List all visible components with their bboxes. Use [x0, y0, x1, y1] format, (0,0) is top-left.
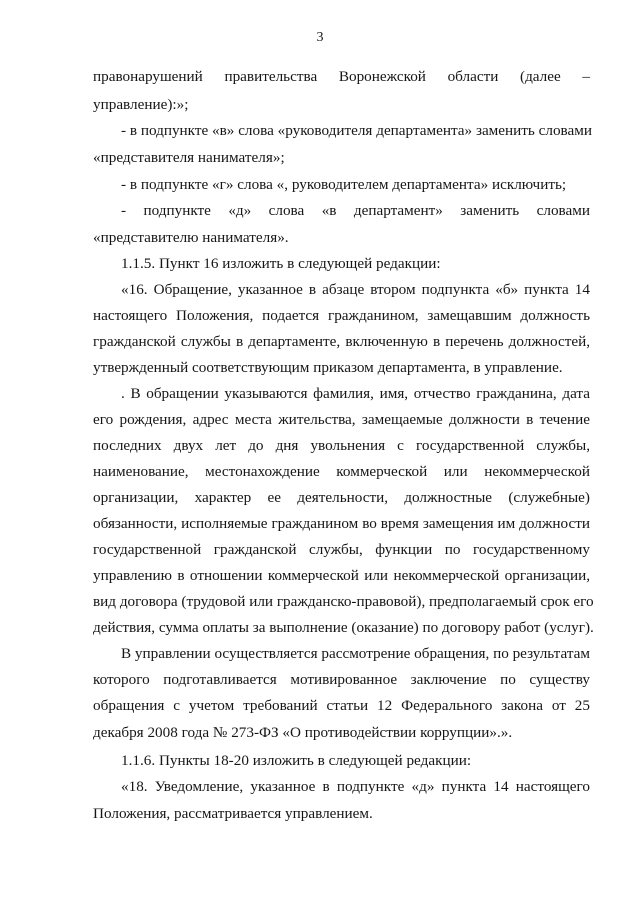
text-line: . В обращении указываются фамилия, имя, отчество гражданина, дата [121, 385, 590, 402]
text-line: декабря 2008 года № 273-ФЗ «О противодействии коррупции».». [93, 724, 513, 741]
text-line: управление):»; [93, 96, 189, 113]
text-line: 1.1.6. Пункты 18-20 изложить в следующей редакции: [121, 752, 472, 769]
text-line: - подпункте «д» слова «в департамент» заменить словами [121, 202, 590, 219]
text-line: последних двух лет до дня увольнения с государственной службы, [93, 437, 590, 454]
text-line: Положения, рассматривается управлением. [93, 805, 373, 822]
text-line: его рождения, адрес места жительства, замещаемые должности в течение [93, 411, 590, 428]
text-line: организации, характер ее деятельности, должностные (служебные) [93, 489, 590, 506]
text-line: «16. Обращение, указанное в абзаце втором подпункта «б» пункта 14 [121, 281, 590, 298]
text-line: - в подпункте «в» слова «руководителя департамента» заменить словами [121, 122, 593, 139]
text-line: наименование, местонахождение коммерческой или некоммерческой [93, 463, 590, 480]
text-line: «представителю нанимателя». [93, 229, 289, 246]
text-line: государственной гражданской службы, функции по государственному [93, 541, 590, 558]
text-line: вид договора (трудовой или гражданско-правовой), предполагаемый срок его [93, 593, 594, 610]
text-line: гражданской службы в департаменте, включенную в перечень должностей, [93, 333, 590, 350]
text-line: «18. Уведомление, указанное в подпункте «д» пункта 14 настоящего [121, 778, 590, 795]
text-line: «представителя нанимателя»; [93, 149, 285, 166]
page-number: 3 [316, 30, 324, 45]
text-line: правонарушений правительства Воронежской области (далее – [93, 68, 590, 85]
text-line: В управлении осуществляется рассмотрение обращения, по результатам [121, 645, 590, 662]
text-line: настоящего Положения, подается гражданином, замещавшим должность [93, 307, 590, 324]
text-line: 1.1.5. Пункт 16 изложить в следующей редакции: [121, 255, 441, 272]
text-line: обязанности, исполняемые гражданином во время замещения им должности [93, 515, 590, 532]
text-line: управлению в отношении коммерческой или некоммерческой организации, [93, 567, 590, 584]
text-line: утвержденный соответствующим приказом департамента, в управление. [93, 359, 563, 376]
text-line: действия, сумма оплаты за выполнение (оказание) по договору работ (услуг). [93, 619, 594, 636]
text-line: - в подпункте «г» слова «, руководителем департамента» исключить; [121, 176, 567, 193]
text-line: обращения с учетом требований статьи 12 Федерального закона от 25 [93, 697, 590, 714]
text-line: которого подготавливается мотивированное заключение по существу [93, 671, 590, 688]
